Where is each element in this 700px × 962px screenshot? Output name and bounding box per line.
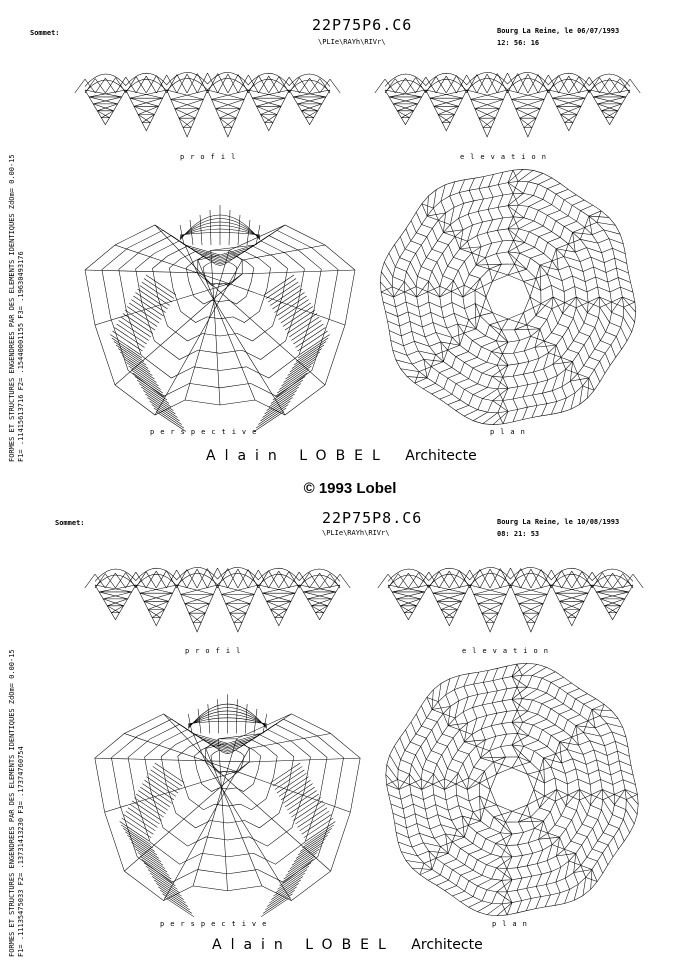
perspective-label: perspective <box>160 920 273 928</box>
signature <box>212 937 483 953</box>
sheet-title: 22P75P8.C6 <box>322 509 423 527</box>
side-caption-line1: FORMES ET STRUCTURES ENGENDREES PAR DES ELEMENTS IDENTIQUES ZdOm= 0.00-15 <box>8 649 16 957</box>
profil-view <box>80 55 335 150</box>
side-caption <box>8 512 26 957</box>
place-date: Bourg La Reine, le 10/08/1993 <box>497 518 620 526</box>
elevation-view <box>380 55 635 150</box>
side-caption-line1: FORMES ET STRUCTURES ENGENDREES PAR DES ELEMENTS IDENTIQUES ZdOm= 0.00-15 <box>8 154 16 462</box>
plan-view <box>378 168 638 426</box>
sheet-title: 22P75P6.C6 <box>312 16 413 34</box>
sheet-path: \PLIe\RAYh\RIVr\ <box>318 38 386 46</box>
side-caption <box>8 22 26 462</box>
architect-role: Architecte <box>405 448 477 464</box>
side-caption-line2: F1= .11415613716 F2= .15440001155 F3= .19630493176 <box>17 251 25 462</box>
plan-label: plan <box>490 428 531 436</box>
architect-name: Alain LOBEL <box>212 937 395 953</box>
perspective-label: perspective <box>150 428 263 436</box>
perspective-view <box>75 185 365 425</box>
elevation-label: elevation <box>460 153 552 161</box>
architect-role: Architecte <box>411 937 483 953</box>
architect-name: Alain LOBEL <box>206 448 389 464</box>
drawing-sheet-2 <box>0 487 700 962</box>
drawing-sheet-1 <box>0 0 700 475</box>
elevation-view <box>383 550 638 645</box>
sommet-label: Sommet: <box>55 519 85 527</box>
plan-view <box>383 662 641 917</box>
time-stamp: 12: 56: 16 <box>497 39 540 47</box>
side-caption-line2: F1= .11135475033 F2= .13731413230 F3= .17374760754 <box>17 746 25 957</box>
profil-label: profil <box>180 153 242 161</box>
sheet-path: \PLIe\RAYh\RIVr\ <box>322 529 390 537</box>
plan-label: plan <box>492 920 533 928</box>
signature <box>206 448 477 464</box>
profil-label: profil <box>185 647 247 655</box>
time-stamp: 08: 21: 53 <box>497 530 540 538</box>
profil-view <box>90 550 345 645</box>
copyright-notice: © 1993 Lobel <box>303 480 397 497</box>
perspective-view <box>85 670 370 915</box>
place-date: Bourg La Reine, le 06/07/1993 <box>497 27 620 35</box>
elevation-label: elevation <box>462 647 554 655</box>
sommet-label: Sommet: <box>30 29 60 37</box>
